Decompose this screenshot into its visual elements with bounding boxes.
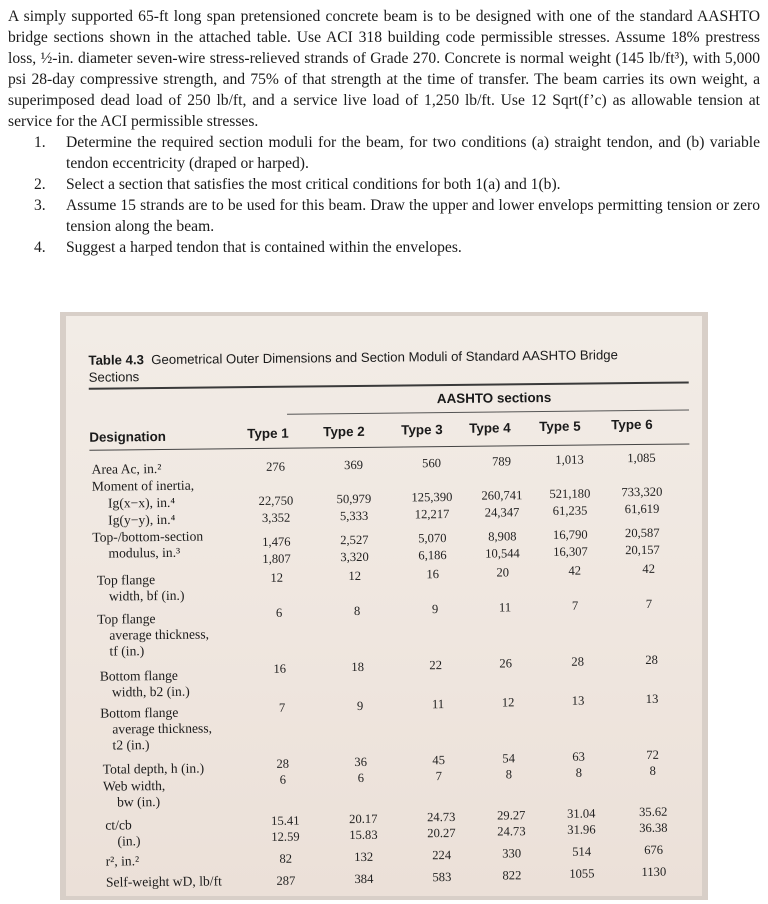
label-ixx: Ig(x−x), in.⁴	[107, 494, 176, 511]
label-bottom-flange-thickness: Bottom flange	[100, 704, 179, 721]
cell-cb-type-1: 12.59	[271, 829, 300, 844]
cell-st-type-6: 20,587	[624, 525, 660, 541]
cell-bft-type-1: 7	[278, 700, 286, 715]
col-header-type-3: Type 3	[401, 422, 443, 438]
group-header: AASHTO sections	[436, 389, 552, 407]
label-section-modulus-2: modulus, in.³	[108, 544, 181, 561]
cell-tft-type-3: 9	[431, 602, 439, 617]
cell-r2-type-2: 132	[354, 849, 374, 865]
cell-cb-type-5: 31.96	[567, 822, 596, 837]
label-section-modulus: Top-/bottom-section	[92, 528, 204, 545]
label-area: Area Ac, in.²	[91, 461, 162, 477]
task-number: 2.	[34, 176, 46, 193]
cell-sb-type-6: 20,157	[625, 542, 660, 558]
cell-iyy-type-4: 24,347	[484, 505, 520, 520]
cell-area-type-1: 276	[266, 459, 286, 474]
label-web-width: Web width,	[102, 777, 166, 794]
cell-tft-type-2: 8	[353, 603, 361, 619]
label-r2: r², in.²	[105, 853, 140, 869]
table-sheet	[66, 316, 702, 896]
cell-area-type-4: 789	[492, 454, 512, 469]
cell-bft-type-4: 12	[501, 695, 515, 710]
header-rule	[89, 443, 689, 450]
cell-bft-type-3: 11	[431, 697, 445, 712]
group-rule	[287, 409, 689, 414]
cell-sw-type-3: 583	[432, 869, 452, 885]
label-ct-cb-2: (in.)	[117, 833, 141, 849]
label-bottom-flange-thickness-2: average thickness,	[112, 720, 213, 737]
cell-ixx-type-6: 733,320	[621, 484, 663, 500]
cell-tfw-type-3: 16	[426, 567, 440, 582]
cell-ixx-type-4: 260,741	[481, 488, 523, 503]
cell-r2-type-6: 676	[644, 842, 664, 857]
cell-r2-type-3: 224	[432, 847, 452, 863]
cell-bft-type-5: 13	[571, 693, 585, 708]
cell-sb-type-3: 6,186	[418, 548, 447, 563]
cell-tfw-type-4: 20	[496, 565, 510, 580]
col-header-type-4: Type 4	[469, 420, 511, 436]
cell-sw-type-5: 1055	[569, 866, 595, 881]
cell-cb-type-2: 15.83	[349, 827, 378, 843]
task-text: Select a section that satisfies the most critical conditions for both 1(a) and 1(b).	[66, 176, 561, 193]
cell-ixx-type-2: 50,979	[336, 491, 372, 507]
col-header-type-2: Type 2	[323, 423, 365, 440]
cell-st-type-1: 1,476	[262, 534, 291, 549]
cell-ixx-type-1: 22,750	[258, 493, 294, 508]
label-bottom-flange-width: Bottom flange	[99, 667, 179, 684]
cell-cb-type-6: 36.38	[639, 820, 668, 836]
label-top-flange-width: Top flange	[96, 572, 156, 588]
cell-ixx-type-3: 125,390	[411, 489, 453, 505]
cell-depth-type-1: 28	[276, 756, 290, 771]
cell-tft-type-6: 7	[645, 596, 653, 611]
cell-bfw-type-4: 26	[499, 656, 513, 671]
label-moment-of-inertia: Moment of inertia,	[91, 477, 195, 494]
cell-depth-type-4: 54	[502, 751, 516, 766]
cell-depth-type-3: 45	[432, 753, 446, 768]
cell-iyy-type-6: 61,619	[624, 501, 660, 517]
cell-bft-type-2: 9	[356, 698, 364, 713]
cell-bfw-type-6: 28	[645, 652, 659, 667]
cell-depth-type-5: 63	[572, 749, 586, 764]
label-web-width-2: bw (in.)	[117, 794, 161, 810]
cell-st-type-4: 8,908	[488, 529, 517, 544]
cell-web-type-6: 8	[649, 763, 657, 778]
col-header-type-6: Type 6	[611, 416, 653, 433]
cell-tft-type-1: 6	[275, 605, 283, 620]
cell-iyy-type-2: 5,333	[339, 508, 369, 524]
cell-ct-type-5: 31.04	[566, 806, 596, 821]
task-number: 3.	[34, 197, 46, 214]
problem-intro: A simply supported 65-ft long span pretensioned concrete beam is to be designed with one of the standard AASHTO bridge sections shown in the attached table. Use ACI 318 building code permissible stresses. Assume 18% prestress loss, ½-in. diameter seven-wire stress-relieved strands of Grade 270. Concrete is normal weight (145 lb/ft³), with 5,000 psi 28-day compressive strength, and 75% of that strength at the time of transfer. The beam carries its own weight, a superimposed dead load of 250 lb/ft, and a service live load of 1,250 lb/ft. Use 12 Sqrt(f’c) as allowable tension at service for the ACI permissible stresses.	[8, 8, 760, 130]
cell-sb-type-5: 16,307	[553, 544, 588, 559]
designation-header: Designation	[89, 428, 166, 445]
cell-web-type-4: 8	[505, 767, 513, 782]
cell-area-type-5: 1,013	[555, 452, 584, 467]
cell-web-type-5: 8	[575, 765, 583, 780]
cell-st-type-2: 2,527	[340, 532, 369, 548]
col-header-type-1: Type 1	[247, 425, 289, 442]
table-photo	[66, 316, 702, 896]
cell-depth-type-2: 36	[354, 754, 368, 770]
task-number: 4.	[34, 239, 46, 256]
cell-bfw-type-2: 18	[351, 659, 365, 675]
cell-bfw-type-1: 16	[273, 661, 287, 676]
problem-statement	[8, 6, 760, 258]
task-item	[8, 174, 760, 195]
cell-tfw-type-6: 42	[642, 561, 656, 576]
cell-bfw-type-5: 28	[571, 654, 585, 669]
cell-web-type-3: 7	[435, 769, 443, 784]
cell-ixx-type-5: 521,180	[549, 486, 591, 501]
cell-area-type-6: 1,085	[627, 450, 656, 466]
cell-tfw-type-5: 42	[568, 563, 582, 578]
cell-tfw-type-2: 12	[348, 568, 362, 584]
cell-st-type-5: 16,790	[552, 527, 588, 542]
task-list	[8, 132, 760, 258]
label-total-depth: Total depth, h (in.)	[102, 760, 205, 777]
label-top-flange-thickness: Top flange	[97, 611, 156, 627]
cell-sw-type-2: 384	[354, 871, 374, 887]
cell-iyy-type-3: 12,217	[414, 506, 450, 522]
cell-web-type-1: 6	[279, 772, 287, 787]
cell-bft-type-6: 13	[645, 691, 659, 706]
task-text: Assume 15 strands are to be used for this beam. Draw the upper and lower envelops permitting tension or zero tension along the beam.	[66, 197, 760, 235]
cell-sb-type-2: 3,320	[340, 549, 369, 565]
label-bottom-flange-thickness-3: t2 (in.)	[112, 737, 150, 753]
cell-iyy-type-5: 61,235	[552, 503, 588, 518]
cell-area-type-2: 369	[344, 457, 364, 473]
cell-ct-type-4: 29.27	[497, 808, 526, 823]
label-self-weight: Self-weight wD, lb/ft	[105, 873, 222, 890]
cell-sb-type-4: 10,544	[485, 546, 520, 561]
cell-depth-type-6: 72	[646, 747, 659, 762]
cell-tft-type-4: 11	[498, 600, 512, 615]
label-top-flange-thickness-3: tf (in.)	[109, 643, 145, 659]
cell-ct-type-3: 24.73	[427, 809, 456, 825]
cell-cb-type-3: 20.27	[427, 825, 456, 841]
cell-sw-type-4: 822	[502, 868, 522, 883]
cell-bfw-type-3: 22	[429, 658, 443, 673]
cell-web-type-2: 6	[357, 770, 365, 785]
cell-ct-type-1: 15.41	[271, 813, 300, 828]
cell-tfw-type-1: 12	[270, 570, 284, 585]
cell-cb-type-4: 24.73	[497, 824, 526, 839]
label-top-flange-thickness-2: average thickness,	[109, 626, 210, 643]
table-caption	[88, 346, 618, 386]
cell-r2-type-4: 330	[502, 846, 522, 861]
cell-sb-type-1: 1,807	[262, 551, 291, 566]
cell-sw-type-6: 1130	[641, 864, 667, 880]
cell-iyy-type-1: 3,352	[261, 510, 291, 525]
caption-title-line2: Sections	[88, 369, 140, 385]
task-number: 1.	[34, 134, 46, 151]
caption-title: Geometrical Outer Dimensions and Section Moduli of Standard AASHTO Bridge	[151, 347, 618, 368]
cell-sw-type-1: 287	[276, 873, 296, 888]
col-header-type-5: Type 5	[539, 418, 581, 435]
caption-number: Table 4.3	[88, 352, 145, 368]
cell-r2-type-5: 514	[572, 844, 592, 859]
task-item	[8, 237, 760, 258]
label-iyy: Ig(y−y), in.⁴	[108, 511, 176, 528]
label-top-flange-width-2: width, bf (in.)	[108, 587, 185, 604]
task-item	[8, 195, 760, 237]
cell-ct-type-6: 35.62	[638, 804, 668, 820]
label-ct-cb: ct/cb	[105, 817, 132, 833]
label-bottom-flange-width-2: width, b2 (in.)	[111, 683, 190, 700]
cell-r2-type-1: 82	[279, 851, 293, 866]
task-text: Suggest a harped tendon that is contained within the envelopes.	[66, 239, 462, 256]
task-text: Determine the required section moduli for the beam, for two conditions (a) straight tendon, and (b) variable tendon eccentricity (draped or harped).	[66, 134, 760, 172]
cell-ct-type-2: 20.17	[349, 811, 378, 827]
cell-st-type-3: 5,070	[418, 531, 447, 546]
cell-area-type-3: 560	[422, 456, 442, 471]
task-item	[8, 132, 760, 174]
cell-tft-type-5: 7	[571, 598, 579, 613]
